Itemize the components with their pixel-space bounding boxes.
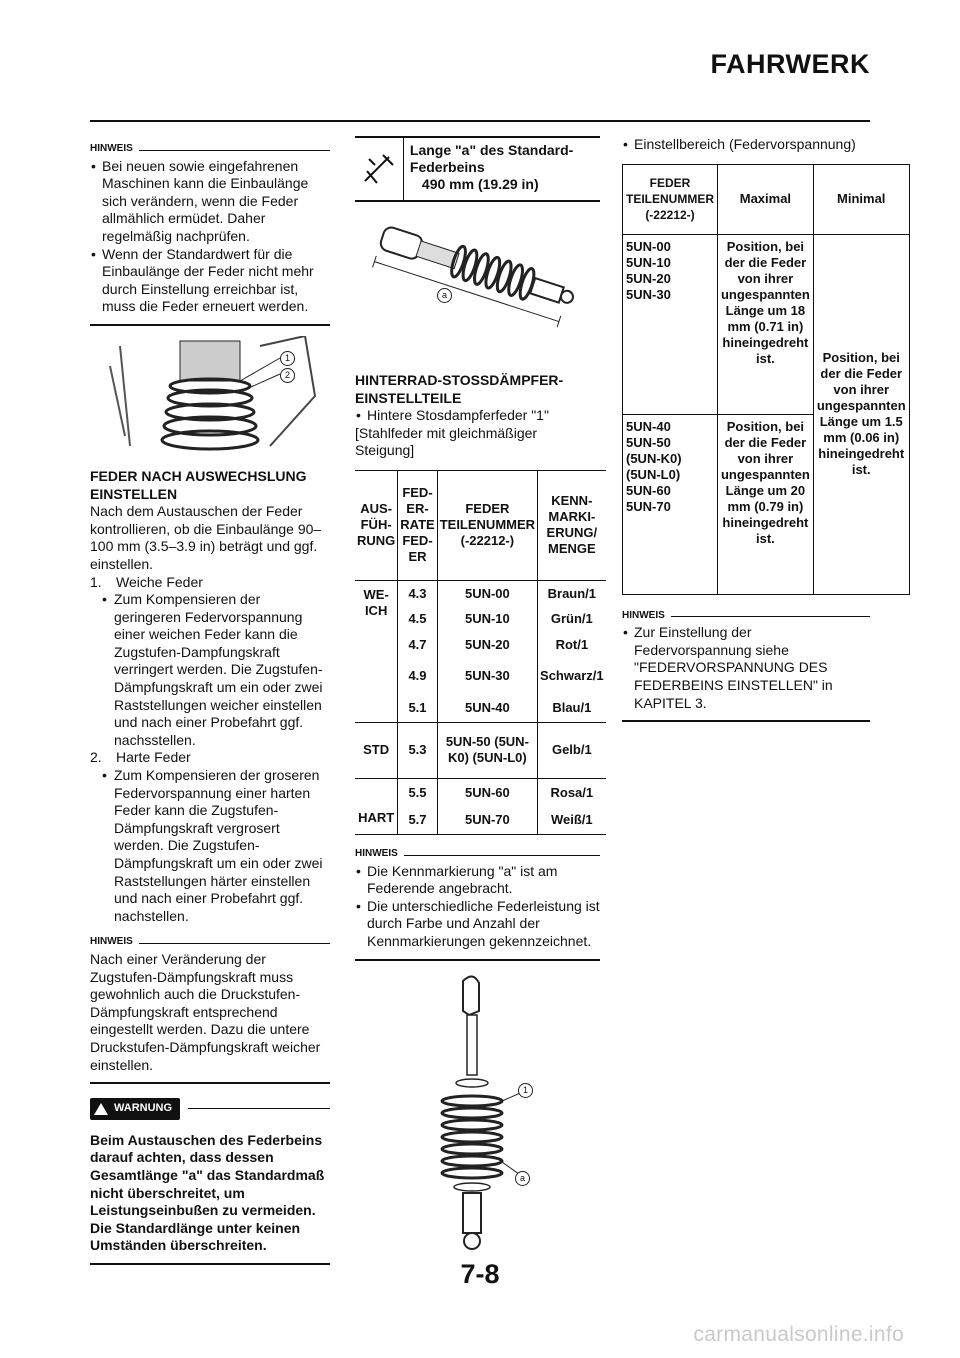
- note-list: [622, 624, 870, 712]
- warning-header: [90, 1098, 330, 1120]
- parts-cell: 5UN-40 5UN-50 (5UN-K0) (5UN-L0) 5UN-60 5UN-70: [623, 414, 718, 594]
- callout-2: 2: [280, 368, 295, 383]
- warning-badge: WARNUNG: [90, 1098, 180, 1120]
- column-right: [622, 136, 906, 732]
- step-item: 2. Harte Feder • Zum Kompensieren der groseren Federvorspannung einer harten Feder kann die Zugstufen-Dämpfungskraft vergrosert werden. Die Zugstufen- Dämpfungskraft um ein oder zwei Raststellungen härter einstellen und nach einer Probefahrt ggf. nachstellen.: [90, 749, 330, 925]
- rear-spring-figure: [355, 971, 600, 1261]
- warning-icon: [94, 1103, 108, 1115]
- divider: [622, 720, 870, 722]
- note-text: Nach einer Veränderung der Zugstufen-Dämpfungskraft muss gewohnlich auch die Druckstufen-Dämpfungskraft entsprechend eingestellt werden. Dazu die untere Druckstufen-Dämpfungskraft weicher einstellen.: [90, 950, 321, 1073]
- group-name: WE-ICH: [355, 580, 398, 722]
- note-header: HINWEIS: [622, 607, 870, 625]
- note-header: HINWEIS: [90, 933, 330, 951]
- spec-label: Lange "a" des Standard-Federbeins: [409, 142, 574, 175]
- spec-box: [355, 136, 600, 202]
- column-middle: [355, 136, 604, 1261]
- section-heading: FEDER NACH AUSWECHSLUNG EINSTELLEN: [90, 467, 307, 502]
- page-number: 7-8: [460, 1259, 500, 1289]
- section-heading: HINTERRAD-STOSSDÄMPFER-EINSTELLTEILE: [355, 372, 564, 406]
- callout-1: 1: [518, 1083, 533, 1098]
- step-bullet: • Zum Kompensieren der groseren Federvorspannung einer harten Feder kann die Zugstufen-Dämpfungskraft vergrosert werden. Die Zugstufen- Dämpfungskraft um ein oder zwei Raststellungen härter einstellen und nach einer Probefahrt ggf. nachstellen.: [90, 767, 330, 925]
- note-item: • Wenn der Standardwert für die Einbaulänge der Feder nicht mehr durch Einstellung erreichbar ist, muss die Feder erneuert werden.: [90, 246, 330, 316]
- max-cell: Position, bei der die Feder von ihrer ungespannten Länge um 18 mm (0.71 in) hineingedreht ist.: [717, 234, 813, 414]
- intro-bullet: • Einstellbereich (Federvorspannung): [622, 136, 870, 154]
- shock-figure: [355, 216, 600, 346]
- table-header: FEDER TEILENUMMER (-22212-): [623, 164, 718, 234]
- table-header: Minimal: [813, 164, 909, 234]
- header-rule: [90, 120, 870, 122]
- step-bullet: • Zum Kompensieren der geringeren Federvorspannung einer weichen Feder kann die Zugstufen-Dampfungskraft verringert werden. Die Zugstufen- Dämpfungskraft um ein oder zwei Raststellungen weicher einstellen und nach einer Probefahrt ggf. nachsstellen.: [90, 591, 330, 749]
- warning-text: Beim Austauschen des Federbeins darauf achten, dass dessen Gesamtlänge "a" das Standardmaß nicht überschreitet, um Leistungseinbußen zu vermeiden. Die Standardlänge unter keinen Umständen überschreiten.: [90, 1131, 325, 1254]
- divider: [355, 959, 600, 961]
- step-item: 1. Weiche Feder • Zum Kompensieren der geringeren Federvorspannung einer weichen Feder kann die Zugstufen-Dampfungskraft verringert werden. Die Zugstufen- Dämpfungskraft um ein oder zwei Raststellungen weicher einstellen und nach einer Probefahrt ggf. nachsstellen.: [90, 574, 330, 750]
- table-header: FED-ER-RATE FED-ER: [398, 470, 437, 580]
- section-sub: [Stahlfeder mit gleichmäßiger Steigung]: [355, 424, 538, 459]
- note-header: HINWEIS: [355, 845, 600, 863]
- spring-table: AUS-FÜH-RUNG FED-ER-RATE FED-ER FEDER TEILENUMMER (-22212-) KENN-MARKI-ERUNG/ MENGE WE-ICH 4.3 5UN-00 Braun/1 4.5 5UN-10 Grün/1 4.7 5UN-20 Rot/1 4.9 5UN-30 Schwarz/1 5.1 5UN-40 Blau/1 STD 5.3 5UN-50 (5UN-K0) (5UN-L0) Gelb/1 HART 5.5 5UN-60 Rosa/1 5.7 5UN-70 Weiß/1: [355, 470, 606, 835]
- callout-1: 1: [280, 351, 295, 366]
- section-bullet: • Hintere Stosdampferfeder "1": [355, 407, 600, 425]
- max-cell: Position, bei der die Feder von ihrer ungespannten Länge um 20 mm (0.79 in) hineingedreht ist.: [717, 414, 813, 594]
- page-title: FAHRWERK: [710, 49, 870, 79]
- watermark: carmanualsonline.info: [693, 1323, 904, 1346]
- note-list: [355, 863, 600, 951]
- callout-a: a: [515, 1171, 530, 1186]
- note-item: • Die unterschiedliche Federleistung ist durch Farbe und Anzahl der Kennmarkierungen gekennzeichnet.: [355, 898, 600, 951]
- table-header: KENN-MARKI-ERUNG/ MENGE: [538, 470, 606, 580]
- note-item: • Bei neuen sowie eingefahrenen Maschinen kann die Einbaulänge sich verändern, wenn die Feder allmählich ermüdet. Daher regelmäßig nachprüfen.: [90, 158, 330, 246]
- callout-a: a: [437, 288, 452, 303]
- group-name: HART: [355, 778, 398, 834]
- table-header: FEDER TEILENUMMER (-22212-): [437, 470, 537, 580]
- note-item: • Zur Einstellung der Federvorspannung siehe "FEDERVORSPANNUNG DES FEDERBEINS EINSTELLEN" in KAPITEL 3.: [622, 624, 870, 712]
- table-header: Maximal: [717, 164, 813, 234]
- preload-table: [622, 164, 910, 595]
- rear-spring-drawing: [355, 971, 600, 1261]
- parts-cell: 5UN-00 5UN-10 5UN-20 5UN-30: [623, 234, 718, 414]
- divider: [90, 1263, 330, 1265]
- shock-absorber-drawing: [355, 216, 600, 346]
- note-item: • Die Kennmarkierung "a" ist am Federende angebracht.: [355, 863, 600, 898]
- spec-value: 490 mm (19.29 in): [421, 176, 539, 192]
- wrench-icon: [355, 138, 404, 200]
- front-spring-figure: [90, 336, 330, 456]
- note-header: HINWEIS: [90, 140, 330, 158]
- group-name: STD: [355, 722, 398, 778]
- note-list: [90, 158, 330, 316]
- step-list: [90, 574, 330, 926]
- column-left: [90, 136, 330, 1275]
- min-cell: Position, bei der die Feder von ihrer ungespannten Länge um 1.5 mm (0.06 in) hineingedreht ist.: [813, 234, 909, 594]
- section-intro: Nach dem Austauschen der Feder kontrollieren, ob die Einbaulänge 90–100 mm (3.5–3.9 in) beträgt und ggf. einstellen.: [90, 503, 322, 572]
- divider: [90, 1082, 330, 1084]
- divider: [90, 324, 330, 326]
- table-header: AUS-FÜH-RUNG: [355, 470, 398, 580]
